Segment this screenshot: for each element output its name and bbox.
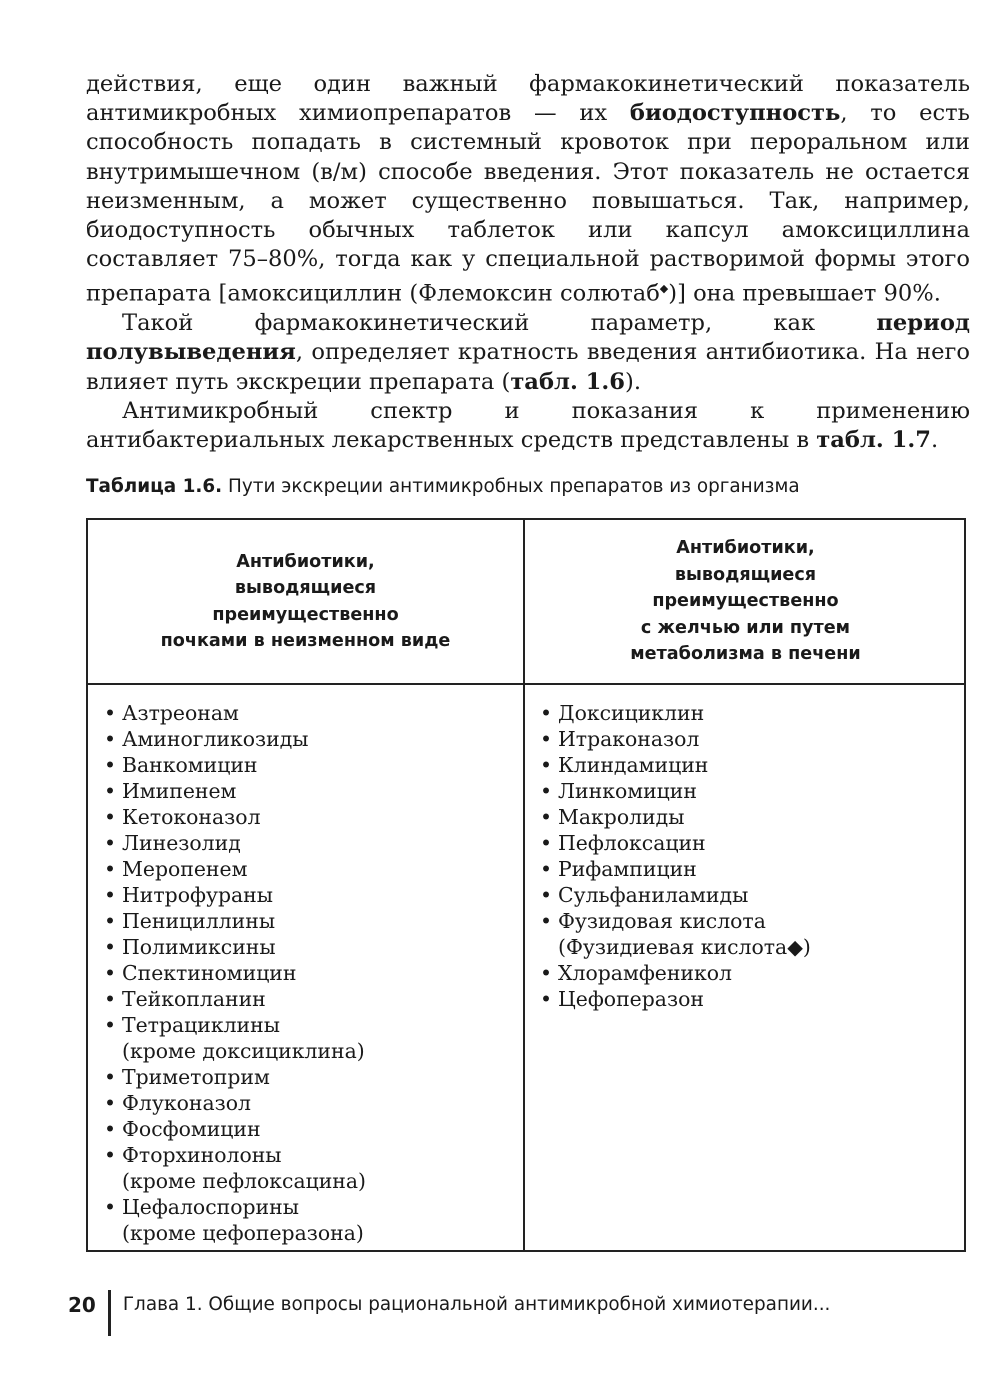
- table-header-renal: [88, 520, 523, 683]
- antibiotic-item: • Пенициллины: [104, 908, 514, 934]
- bold-term: период полувыведения: [86, 310, 970, 366]
- bold-term: биодоступность: [629, 100, 841, 127]
- text-run: , то есть способность попадать в системный кровоток при пероральном или внутримышечном (в/м) способе введения. Этот показатель не остается неизменным, а может существенно повышаться. Так, например, биодоступность обычных таблеток или капсул амоксициллина составляет 75–80%, тогда как у специальной растворимой формы этого препарата [амоксициллин (Флемоксин солютаб: [86, 100, 970, 307]
- antibiotic-item: • Клиндамицин: [540, 752, 960, 778]
- text-run: Такой фармакокинетический параметр, как: [122, 310, 877, 337]
- antibiotic-item: • Макролиды: [540, 804, 960, 830]
- antibiotic-item: • Рифампицин: [540, 856, 960, 882]
- antibiotic-item: • Ванкомицин: [104, 752, 514, 778]
- antibiotic-item: • Фосфомицин: [104, 1116, 514, 1142]
- excretion-table: [86, 518, 966, 1252]
- bold-term: табл. 1.7: [816, 426, 931, 453]
- page-footer: [68, 1282, 830, 1328]
- page-number: 20: [68, 1293, 96, 1317]
- antibiotic-item: • Кетоконазол: [104, 804, 514, 830]
- body-paragraph: [86, 70, 970, 309]
- antibiotic-item: • Сульфаниламиды: [540, 882, 960, 908]
- body-paragraph: [86, 397, 970, 455]
- antibiotic-item: • Тейкопланин: [104, 986, 514, 1012]
- antibiotic-item: • Полимиксины: [104, 934, 514, 960]
- antibiotic-item: • Итраконазол: [540, 726, 960, 752]
- table-header-hepatic-text: Антибиотики, выводящиеся преимущественно с желчью или путем метаболизма в печени: [630, 538, 861, 665]
- chapter-title: Глава 1. Общие вопросы рациональной антимикробной химиотерапии...: [122, 1294, 831, 1315]
- antibiotic-item: • Имипенем: [104, 778, 514, 804]
- antibiotic-item: • Цефоперазон: [540, 986, 960, 1012]
- text-run: .: [930, 426, 939, 453]
- antibiotic-item: • Нитрофураны: [104, 882, 514, 908]
- table-caption-label: Таблица 1.6.: [86, 476, 223, 497]
- body-paragraph: [86, 309, 970, 397]
- text-run: действия, еще один важный фармакокинетический показатель антимикробных химиопрепаратов — их: [86, 71, 970, 127]
- antibiotic-item: • Линезолид: [104, 830, 514, 856]
- antibiotic-item: • Хлорамфеникол: [540, 960, 960, 986]
- table-header-divider: [88, 683, 964, 685]
- antibiotic-item: • Аминогликозиды: [104, 726, 514, 752]
- antibiotic-item: • Фузидовая кислота (Фузидиевая кислота◆): [540, 908, 960, 960]
- text-run: ◆: [659, 282, 669, 296]
- hepatic-antibiotics-list: [540, 700, 960, 1012]
- antibiotic-item: • Доксициклин: [540, 700, 960, 726]
- antibiotic-item: • Меропенем: [104, 856, 514, 882]
- text-run: ).: [625, 368, 641, 395]
- bold-term: табл. 1.6: [510, 368, 625, 395]
- text-run: , определяет кратность введения антибиотика. На него влияет путь экскреции препарата (: [86, 339, 970, 395]
- antibiotic-item: • Фторхинолоны (кроме пефлоксацина): [104, 1142, 514, 1194]
- antibiotic-item: • Триметоприм: [104, 1064, 514, 1090]
- antibiotic-item: • Азтреонам: [104, 700, 514, 726]
- antibiotic-item: • Спектиномицин: [104, 960, 514, 986]
- text-run: Антимикробный спектр и показания к применению антибактериальных лекарственных средств представлены в: [86, 397, 970, 453]
- table-header-renal-text: Антибиотики, выводящиеся преимущественно почками в неизменном виде: [160, 551, 451, 651]
- table-header-hepatic: [525, 520, 966, 683]
- body-text: [86, 70, 970, 455]
- table-caption-text: Пути экскреции антимикробных препаратов из организма: [222, 476, 800, 497]
- text-run: )] она превышает 90%.: [668, 280, 941, 307]
- antibiotic-item: • Пефлоксацин: [540, 830, 960, 856]
- renal-antibiotics-list: [104, 700, 514, 1246]
- antibiotic-item: • Флуконазол: [104, 1090, 514, 1116]
- antibiotic-item: • Цефалоспорины (кроме цефоперазона): [104, 1194, 514, 1246]
- footer-separator: [108, 1290, 111, 1336]
- antibiotic-item: • Тетрациклины (кроме доксициклина): [104, 1012, 514, 1064]
- antibiotic-item: • Линкомицин: [540, 778, 960, 804]
- table-caption: [86, 474, 966, 500]
